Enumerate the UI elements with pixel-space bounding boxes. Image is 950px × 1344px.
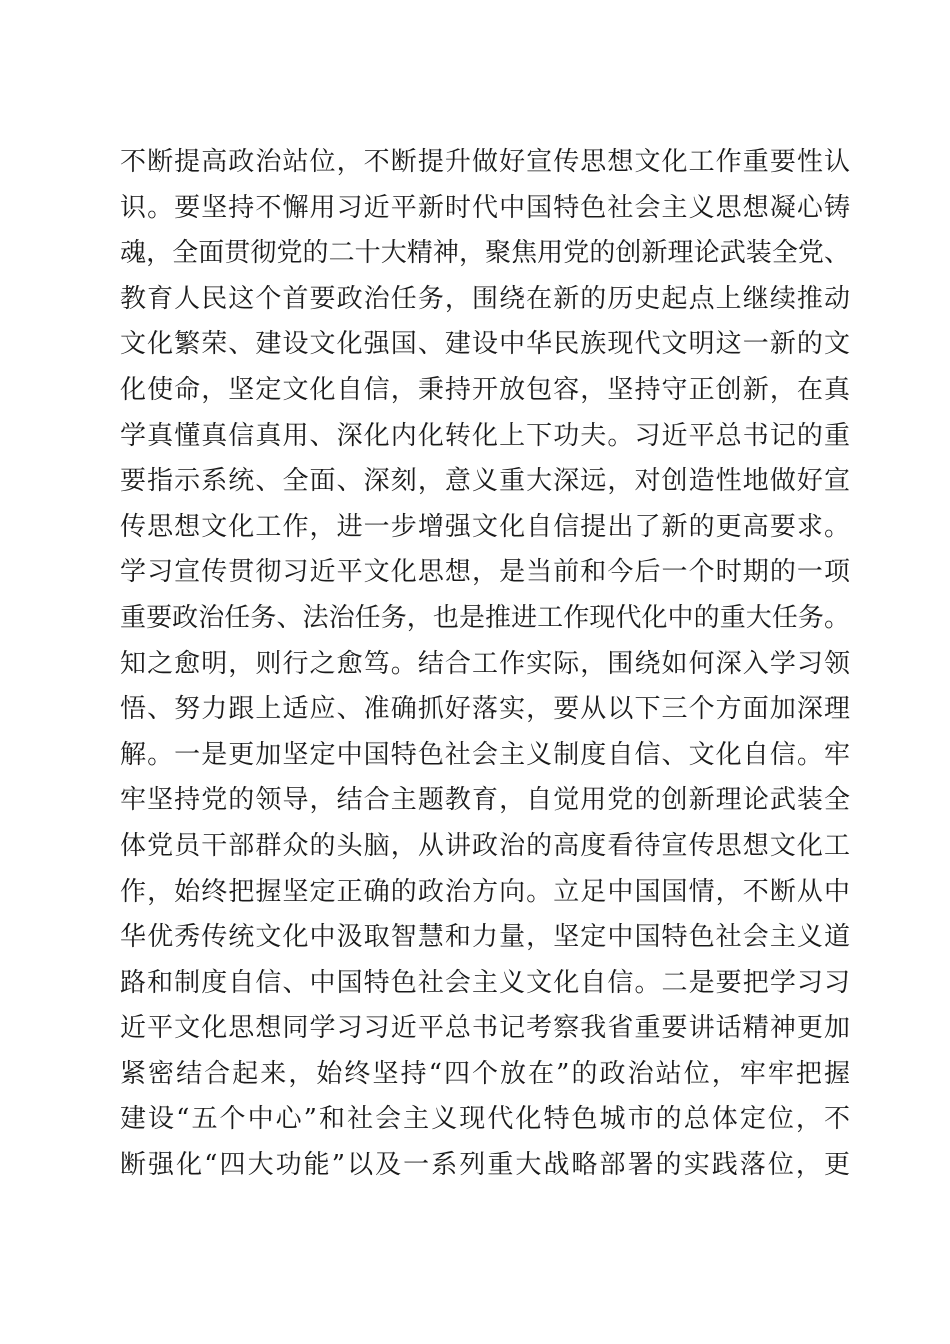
text-line: 传思想文化工作，进一步增强文化自信提出了新的更高要求。 [120,511,850,542]
text-line: 紧密结合起来，始终坚持“四个放在”的政治站位，牢牢把握 [120,1058,850,1089]
text-line: 建设“五个中心”和社会主义现代化特色城市的总体定位，不 [120,1104,850,1135]
text-line: 路和制度自信、中国特色社会主义文化自信。二是要把学习习 [120,967,850,998]
text-line: 不断提高政治站位，不断提升做好宣传思想文化工作重要性认 [120,147,850,177]
text-line: 断强化“四大功能”以及一系列重大战略部署的实践落位，更 [120,1150,850,1181]
text-line: 化使命，坚定文化自信，秉持开放包容，坚持守正创新，在真 [120,374,850,405]
text-line: 知之愈明，则行之愈笃。结合工作实际，围绕如何深入学习领 [120,648,850,679]
text-line: 学习宣传贯彻习近平文化思想，是当前和今后一个时期的一项 [120,557,850,588]
text-line: 魂，全面贯彻党的二十大精神，聚焦用党的创新理论武装全党、 [120,238,850,269]
text-line: 识。要坚持不懈用习近平新时代中国特色社会主义思想凝心铸 [120,192,850,223]
text-line: 作，始终把握坚定正确的政治方向。立足中国国情，不断从中 [120,876,850,907]
text-line: 体党员干部群众的头脑，从讲政治的高度看待宣传思想文化工 [120,830,850,861]
text-line: 解。一是更加坚定中国特色社会主义制度自信、文化自信。牢 [120,739,850,770]
text-line: 近平文化思想同学习习近平总书记考察我省重要讲话精神更加 [120,1013,850,1044]
text-line: 悟、努力跟上适应、准确抓好落实，要从以下三个方面加深理 [120,694,850,725]
text-line: 教育人民这个首要政治任务，围绕在新的历史起点上继续推动 [120,283,850,314]
text-line: 重要政治任务、法治任务，也是推进工作现代化中的重大任务。 [120,602,850,633]
text-line: 文化繁荣、建设文化强国、建设中华民族现代文明这一新的文 [120,329,850,360]
text-line: 要指示系统、全面、深刻，意义重大深远，对创造性地做好宣 [120,466,850,497]
text-line: 华优秀传统文化中汲取智慧和力量，坚定中国特色社会主义道 [120,922,850,953]
body-paragraph [120,140,850,1189]
text-line: 学真懂真信真用、深化内化转化上下功夫。习近平总书记的重 [120,420,850,451]
text-line: 牢坚持党的领导，结合主题教育，自觉用党的创新理论武装全 [120,785,850,816]
